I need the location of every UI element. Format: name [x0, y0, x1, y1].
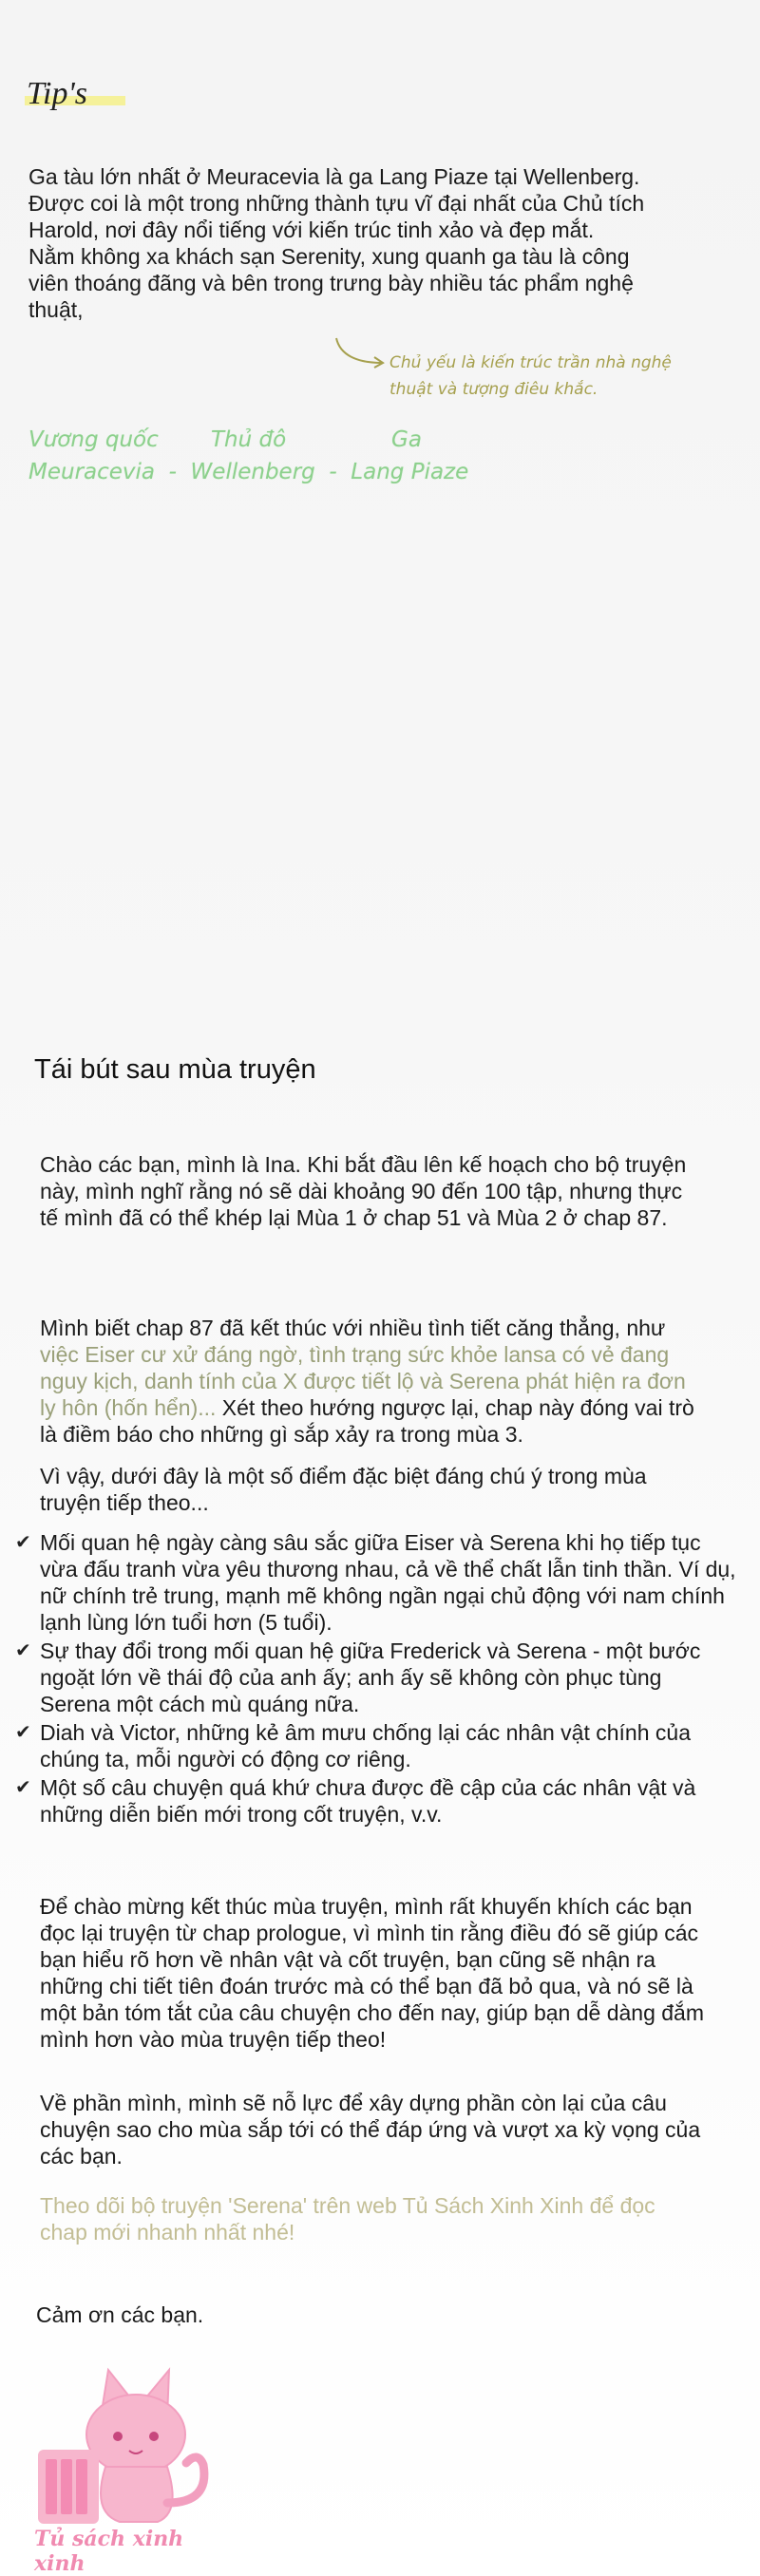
- season-preview-intro: Vì vậy, dưới đây là một số điểm đặc biệt đáng chú ý trong mùa truyện tiếp theo...: [40, 1464, 647, 1515]
- location-row: Meuracevia - Wellenberg - Lang Piaze: [28, 460, 469, 484]
- curved-arrow-icon: [332, 334, 390, 372]
- list-item: [15, 1719, 737, 1772]
- afterword-heading: Tái bút sau mùa truyện: [34, 1054, 316, 1085]
- list-item-text: Một số câu chuyện quá khứ chưa được đề cập của các nhân vật và những diễn biến mới trong cốt truyện, v.v.: [40, 1775, 696, 1827]
- list-item-text: Mối quan hệ ngày càng sâu sắc giữa Eiser và Serena khi họ tiếp tục vừa đấu tranh vừa yêu thương nhau, cả về thể chất lẫn tinh thần. Ví dụ, nữ chính trẻ trung, mạnh mẽ không ngần ngại chủ động với nam chính lạnh lùng lớn tuổi hơn (5 tuổi).: [40, 1530, 736, 1635]
- check-icon: ✔: [15, 1722, 31, 1743]
- check-icon: ✔: [15, 1777, 31, 1798]
- check-icon: ✔: [15, 1640, 31, 1661]
- afterword-chapter-note: [40, 1315, 705, 1448]
- author-commitment: Về phần mình, mình sẽ nỗ lực để xây dựng phần còn lại của câu chuyện sao cho mùa sắp tới có thể đáp ứng và vượt xa kỳ vọng của các bạn.: [40, 2091, 701, 2169]
- list-item-text: Diah và Victor, những kẻ âm mưu chống lại các nhân vật chính của chúng ta, mỗi người có động cơ riêng.: [40, 1720, 691, 1771]
- list-item: [15, 1638, 737, 1717]
- intro-paragraph: Ga tàu lớn nhất ở Meuracevia là ga Lang Piaze tại Wellenberg. Được coi là một trong những thành tựu vĩ đại nhất của Chủ tích Harold, nơi đây nổi tiếng với kiến trúc tinh xảo và đẹp mắt. Nằm không xa khách sạn Serenity, xung quanh ga tàu là công viên thoáng đãng và bên trong trưng bày nhiều tác phẩm nghệ thuật,: [28, 164, 645, 322]
- list-item: [15, 1529, 737, 1636]
- label-capital: Thủ đô: [211, 427, 287, 452]
- check-icon: ✔: [15, 1532, 31, 1553]
- annotation-note: Chủ yếu là kiến trúc trần nhà nghệ thuật và tượng điêu khắc.: [390, 353, 672, 399]
- list-item-text: Sự thay đổi trong mối quan hệ giữa Frederick và Serena - một bước ngoặt lớn về thái độ của anh ấy; anh ấy sẽ không còn phục tùng Serena một cách mù quáng nữa.: [40, 1638, 701, 1716]
- label-kingdom: Vương quốc: [28, 427, 159, 452]
- chapter-note-end: Xét theo hướng ngược lại, chap này đóng vai trò là điềm báo cho những gì sắp xảy ra trong mùa 3.: [40, 1395, 694, 1447]
- label-station: Ga: [391, 427, 422, 452]
- tips-heading: Tip's: [25, 76, 125, 112]
- list-item: [15, 1774, 737, 1828]
- chapter-note-start: Mình biết chap 87 đã kết thúc với nhiều tình tiết căng thẳng, như: [40, 1316, 666, 1340]
- thanks-text: Cảm ơn các bạn.: [36, 2302, 204, 2327]
- highlight-list: [15, 1529, 737, 1829]
- afterword-intro: Chào các bạn, mình là Ina. Khi bắt đầu lên kế hoạch cho bộ truyện này, mình nghĩ rằng nó sẽ dài khoảng 90 đến 100 tập, nhưng thực tế mình đã có thể khép lại Mùa 1 ở chap 51 và Mùa 2 ở chap 87.: [40, 1152, 687, 1230]
- reread-paragraph: Để chào mừng kết thúc mùa truyện, mình rất khuyến khích các bạn đọc lại truyện từ chap prologue, vì mình tin rằng điều đó sẽ giúp các bạn hiểu rõ hơn về nhân vật và cốt truyện, bạn cũng sẽ nhận ra những chi tiết tiên đoán trước mà có thể bạn đã bỏ qua, và nó sẽ là một bản tóm tắt của câu chuyện cho đến nay, giúp bạn dễ dàng đắm mình hơn vào mùa truyện tiếp theo!: [40, 1894, 704, 2052]
- logo-text: Tủ sách xinh xinh: [34, 2527, 184, 2576]
- chapter-note-highlight: việc Eiser cư xử đáng ngờ, tình trạng sức khỏe lansa có vẻ đang nguy kịch, danh tính của X được tiết lộ và Serena phát hiện ra đơn ly hôn (hốn hển)...: [40, 1342, 686, 1420]
- promo-text: Theo dõi bộ truyện 'Serena' trên web Tủ Sách Xinh Xinh để đọc chap mới nhanh nhất nhé!: [40, 2193, 656, 2245]
- cat-logo-icon: [34, 2360, 224, 2531]
